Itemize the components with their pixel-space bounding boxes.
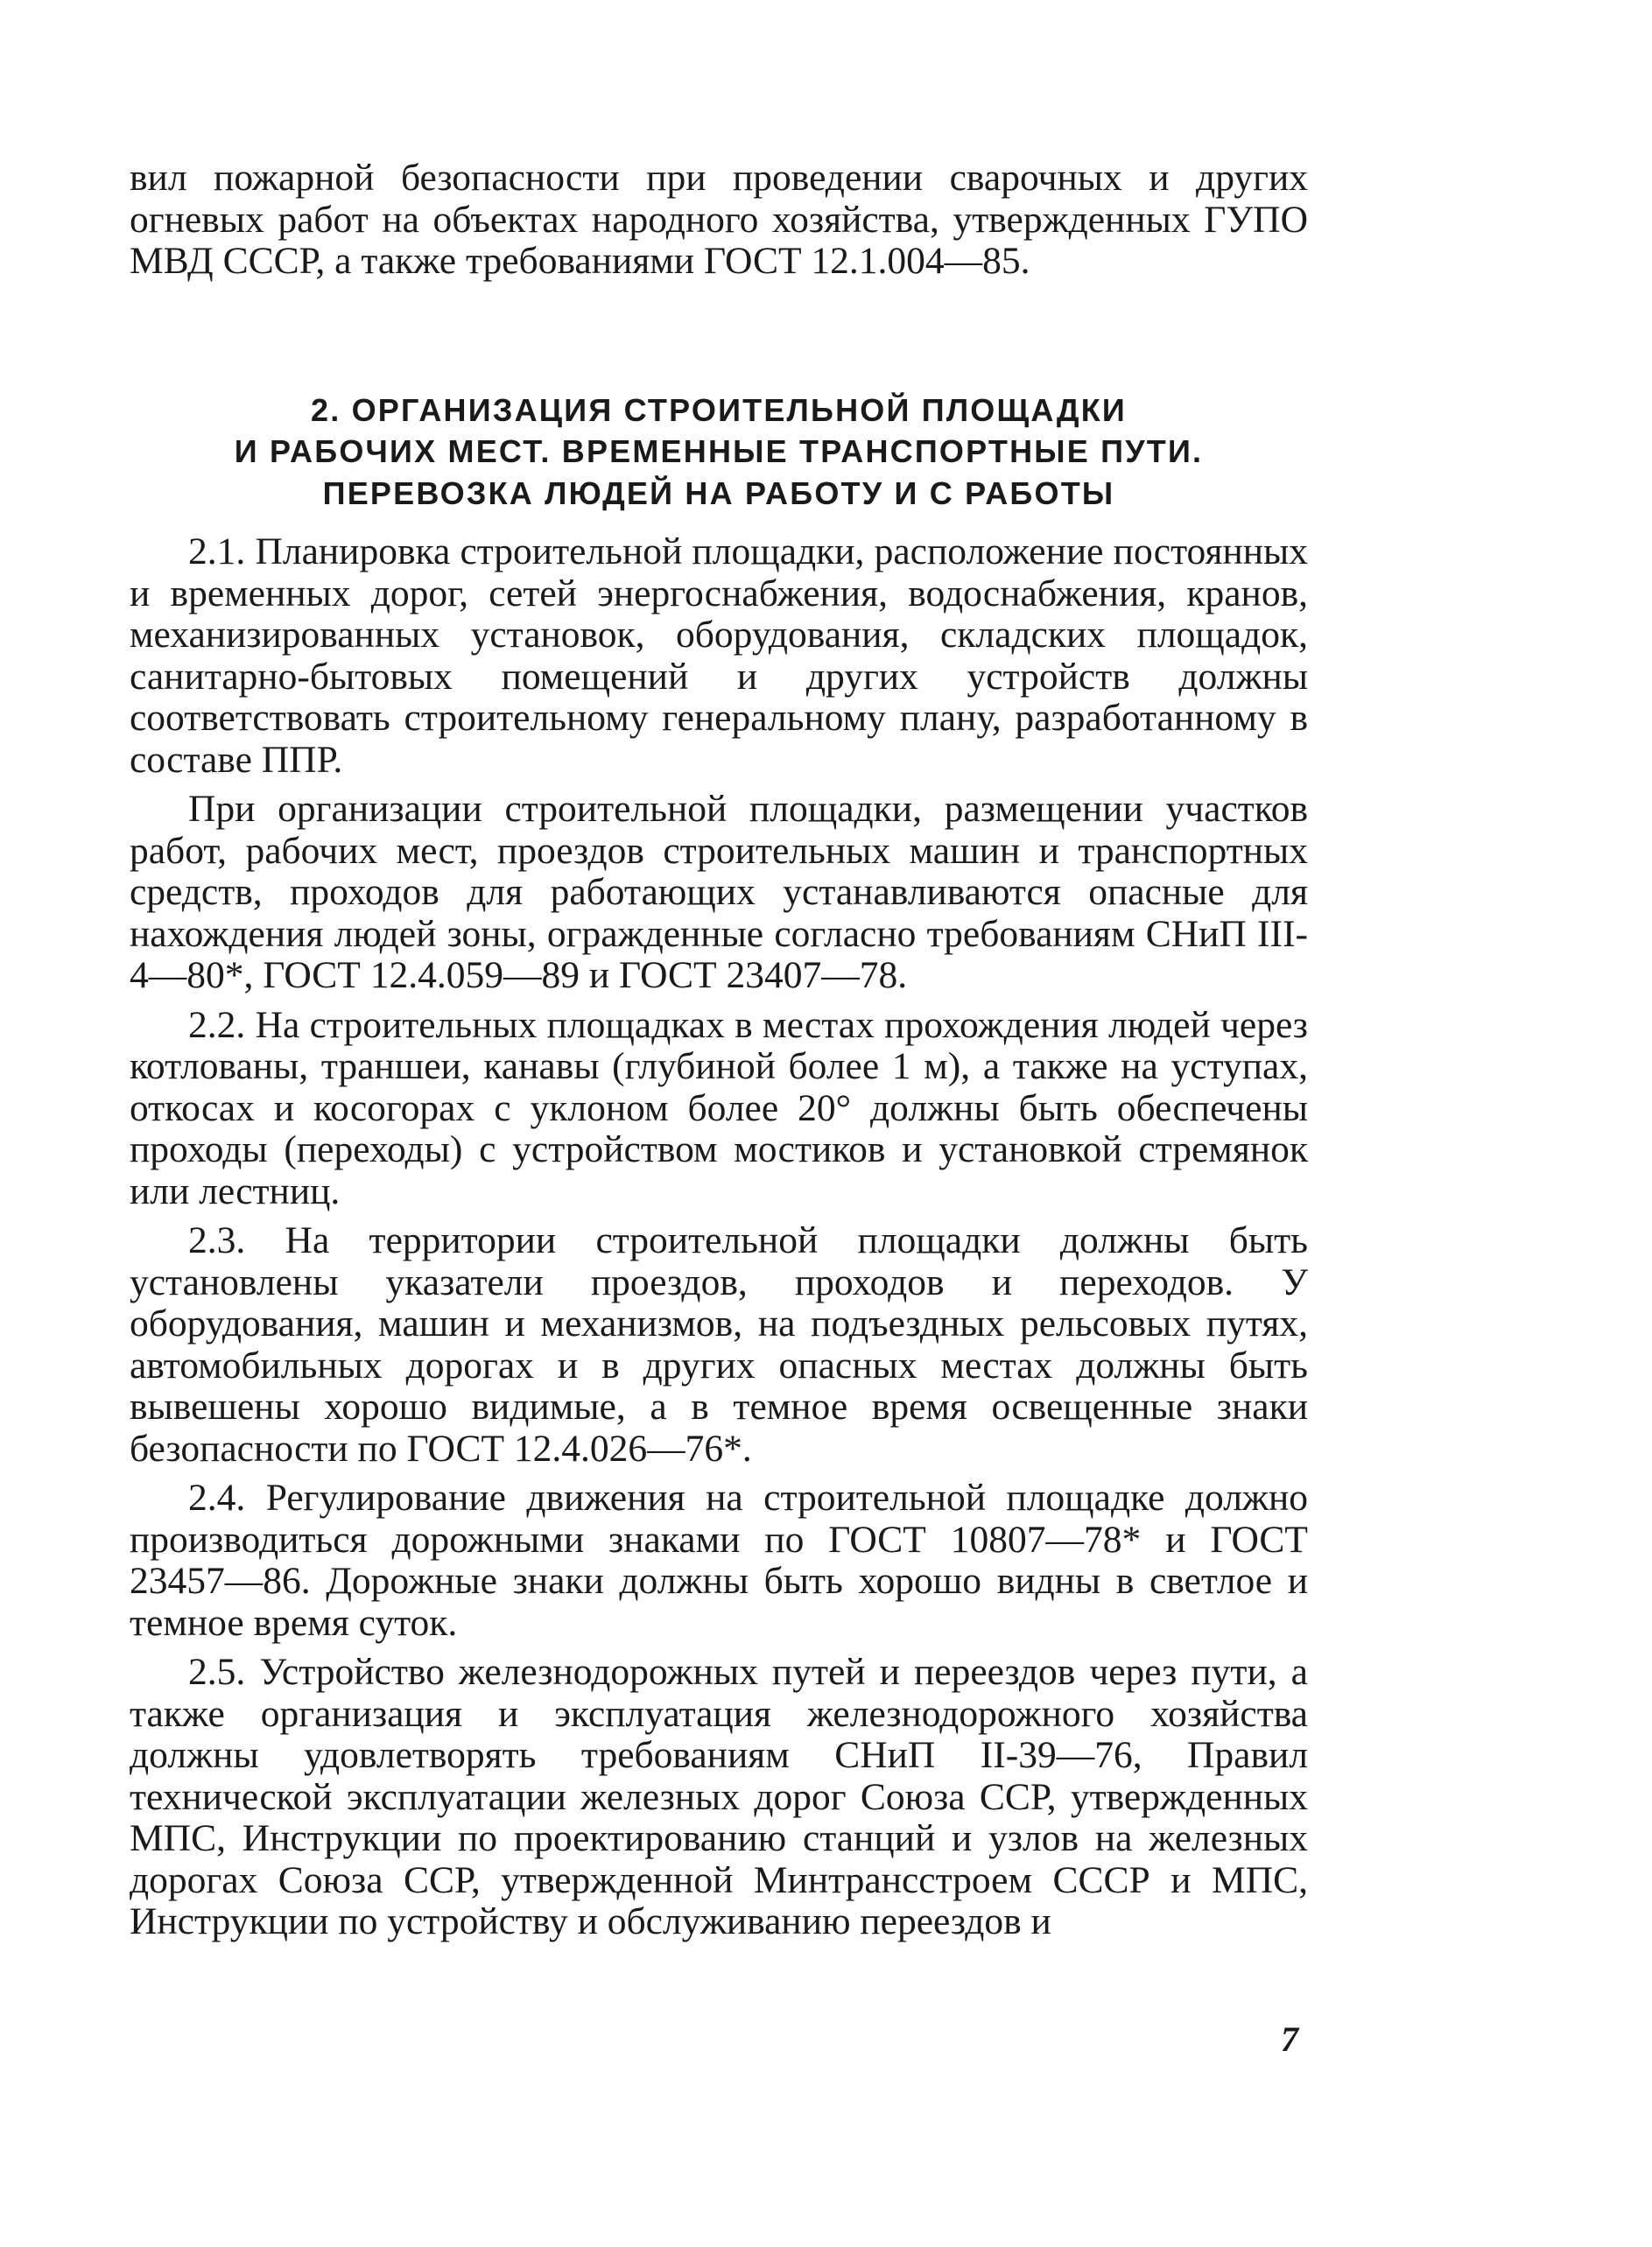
document-page — [130, 158, 1308, 1943]
paragraph-2-1-continued: При организации строительной площадки, размещении участков работ, рабочих мест, проездов строительных машин и транспортных средств, проходов для работающих устанавливаются опасные для нахождения людей зоны, огражденные согласно требованиям СНиП III-4—80*, ГОСТ 12.4.059—89 и ГОСТ 23407—78. — [130, 788, 1308, 996]
section-heading-line-3: ПЕРЕВОЗКА ЛЮДЕЙ НА РАБОТУ И С РАБОТЫ — [322, 474, 1115, 511]
paragraph-2-4: 2.4. Регулирование движения на строительной площадке должно производиться дорожными знаками по ГОСТ 10807—78* и ГОСТ 23457—86. Дорожные знаки должны быть хорошо видны в светлое и темное время суток. — [130, 1477, 1308, 1644]
paragraph-2-1: 2.1. Планировка строительной площадки, расположение постоянных и временных дорог, сетей энергоснабжения, водоснабжения, кранов, механизированных установок, оборудования, складских площадок, санитарно-бытовых помещений и других устройств должны соответствовать строительному генеральному плану, разработанному в составе ППР. — [130, 530, 1308, 781]
paragraph-2-3: 2.3. На территории строительной площадки должны быть установлены указатели проездов, проходов и переходов. У оборудования, машин и механизмов, на подъездных рельсовых путях, автомобильных дорогах и в других опасных местах должны быть вывешены хорошо видимые, а в темное время освещенные знаки безопасности по ГОСТ 12.4.026—76*. — [130, 1219, 1308, 1470]
intro-paragraph: вил пожарной безопасности при проведении сварочных и других огневых работ на объектах народного хозяйства, утвержденных ГУПО МВД СССР, а также требованиями ГОСТ 12.1.004—85. — [130, 157, 1308, 282]
section-heading-line-1: 2. ОРГАНИЗАЦИЯ СТРОИТЕЛЬНОЙ ПЛОЩАДКИ — [310, 391, 1128, 428]
paragraph-2-2: 2.2. На строительных площадках в местах прохождения людей через котлованы, траншеи, канавы (глубиной более 1 м), а также на уступах, откосах и косогорах с уклоном более 20° должны быть обеспечены проходы (переходы) с устройством мостиков и установкой стремянок или лестниц. — [130, 1003, 1308, 1212]
section-heading-line-2: И РАБОЧИХ МЕСТ. ВРЕМЕННЫЕ ТРАНСПОРТНЫЕ ПУТИ. — [234, 433, 1204, 469]
paragraph-2-5: 2.5. Устройство железнодорожных путей и переездов через пути, а также организация и эксплуатация железнодорожного хозяйства должны удовлетворять требованиям СНиП II-39—76, Правил технической эксплуатации железных дорог Союза ССР, утвержденных МПС, Инструкции по проектированию станций и узлов на железных дорогах Союза ССР, утвержденной Минтрансстроем СССР и МПС, Инструкции по устройству и обслуживанию переездов и — [130, 1651, 1308, 1942]
page-number: 7 — [1281, 2019, 1298, 2059]
section-heading — [130, 390, 1308, 515]
